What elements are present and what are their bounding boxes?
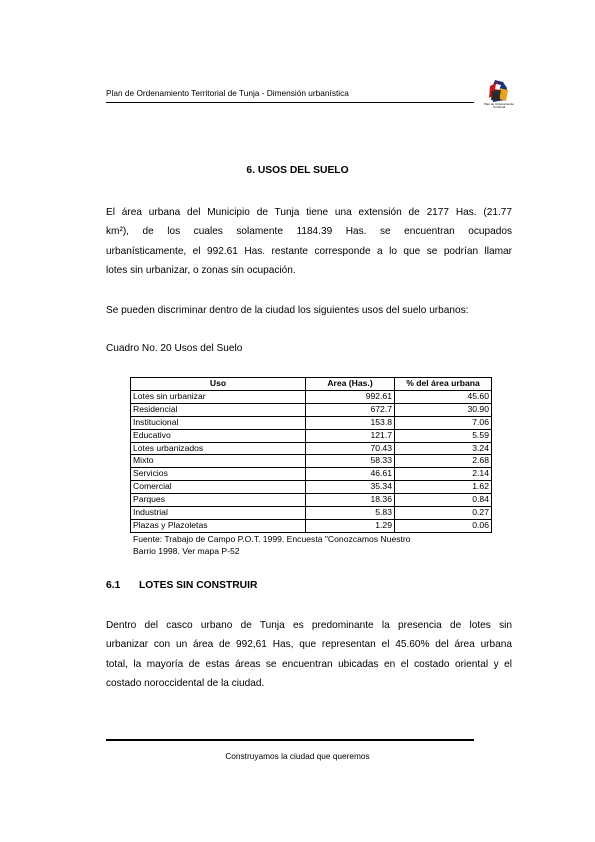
cell-percent: 1.62: [395, 481, 492, 494]
cell-percent: 3.24: [395, 442, 492, 455]
column-header-area: Area (Has.): [306, 378, 395, 391]
cell-area: 153.8: [306, 416, 395, 429]
header-title: Plan de Ordenamiento Territorial de Tunja - Dimensión urbanística: [106, 88, 349, 98]
footer-divider: [106, 739, 474, 741]
footer-text: Construyamos la ciudad que queremos: [225, 751, 370, 761]
table-row: [131, 455, 492, 468]
cell-uso: Comercial: [131, 481, 306, 494]
table-row: [131, 442, 492, 455]
table-row: [131, 481, 492, 494]
cell-percent: 0.84: [395, 494, 492, 507]
source-line: Barrio 1998. Ver mapa P-52: [133, 546, 240, 556]
cell-area: 992.61: [306, 390, 395, 403]
paragraph-urban-area: [106, 203, 512, 281]
table-row: [131, 494, 492, 507]
cell-area: 5.83: [306, 507, 395, 520]
cell-area: 58.33: [306, 455, 395, 468]
table-body: [131, 390, 492, 532]
cell-uso: Lotes sin urbanizar: [131, 390, 306, 403]
cell-uso: Residencial: [131, 403, 306, 416]
paragraph-line: Se pueden discriminar dentro de la ciudad los siguientes usos del suelo urbanos:: [106, 305, 469, 316]
section-title: 6. USOS DEL SUELO: [246, 165, 349, 176]
cell-percent: 0.06: [395, 519, 492, 532]
subsection-number: 6.1: [106, 580, 121, 591]
table-row: [131, 403, 492, 416]
cell-percent: 2.68: [395, 455, 492, 468]
table-caption: Cuadro No. 20 Usos del Suelo: [106, 343, 243, 354]
cell-uso: Mixto: [131, 455, 306, 468]
cell-percent: 5.59: [395, 429, 492, 442]
land-use-table: [130, 377, 492, 533]
cell-uso: Educativo: [131, 429, 306, 442]
paragraph-line: urbanizar con un área de 992,61 Has, que representan el 45.60% del área urbana: [106, 639, 512, 651]
cell-percent: 0.27: [395, 507, 492, 520]
table-header-row: [131, 378, 492, 391]
cell-uso: Lotes urbanizados: [131, 442, 306, 455]
table-source: [133, 533, 473, 557]
cell-percent: 7.06: [395, 416, 492, 429]
cell-percent: 30.90: [395, 403, 492, 416]
cell-uso: Institucional: [131, 416, 306, 429]
subsection-heading: [106, 580, 257, 591]
table-row: [131, 507, 492, 520]
column-header-percent: % del área urbana: [395, 378, 492, 391]
cell-area: 70.43: [306, 442, 395, 455]
paragraph-line: Dentro del casco urbano de Tunja es predominante la presencia de lotes sin: [106, 620, 512, 631]
cell-uso: Industrial: [131, 507, 306, 520]
paragraph-intro-uses: [106, 301, 512, 320]
table-row: [131, 390, 492, 403]
paragraph-line: total, la mayoría de estas áreas se encuentran ubicadas en el costado oriental y el: [106, 658, 512, 670]
paragraph-line: km²), de los cuales solamente 1184.39 Has. se encuentran ocupados: [106, 226, 512, 238]
paragraph-line: El área urbana del Municipio de Tunja tiene una extensión de 2177 Has. (21.77: [106, 207, 512, 218]
table-row: [131, 468, 492, 481]
table-row: [131, 429, 492, 442]
cell-percent: 2.14: [395, 468, 492, 481]
pot-logo-icon: [487, 78, 511, 116]
cell-area: 35.34: [306, 481, 395, 494]
cell-percent: 45.60: [395, 390, 492, 403]
cell-area: 672.7: [306, 403, 395, 416]
source-line: Fuente: Trabajo de Campo P.O.T. 1999. Encuesta "Conozcamos Nuestro: [133, 534, 411, 544]
cell-area: 46.61: [306, 468, 395, 481]
cell-area: 1.29: [306, 519, 395, 532]
cell-uso: Servicios: [131, 468, 306, 481]
subsection-title: LOTES SIN CONSTRUIR: [139, 580, 258, 591]
table-row: [131, 519, 492, 532]
header-divider: [106, 102, 474, 103]
paragraph-line: urbanísticamente, el 992.61 Has. restante corresponde a lo que se podrían llamar: [106, 245, 512, 257]
paragraph-line: lotes sin urbanizar, o zonas sin ocupación.: [106, 265, 296, 277]
paragraph-vacant-lots: [106, 616, 512, 694]
table-row: [131, 416, 492, 429]
column-header-uso: Uso: [131, 378, 306, 391]
cell-area: 18.36: [306, 494, 395, 507]
cell-uso: Parques: [131, 494, 306, 507]
logo-caption: Plan de Ordenamiento Territorial: [483, 102, 515, 110]
cell-uso: Plazas y Plazoletas: [131, 519, 306, 532]
cell-area: 121.7: [306, 429, 395, 442]
paragraph-line: costado noroccidental de la ciudad.: [106, 678, 265, 690]
